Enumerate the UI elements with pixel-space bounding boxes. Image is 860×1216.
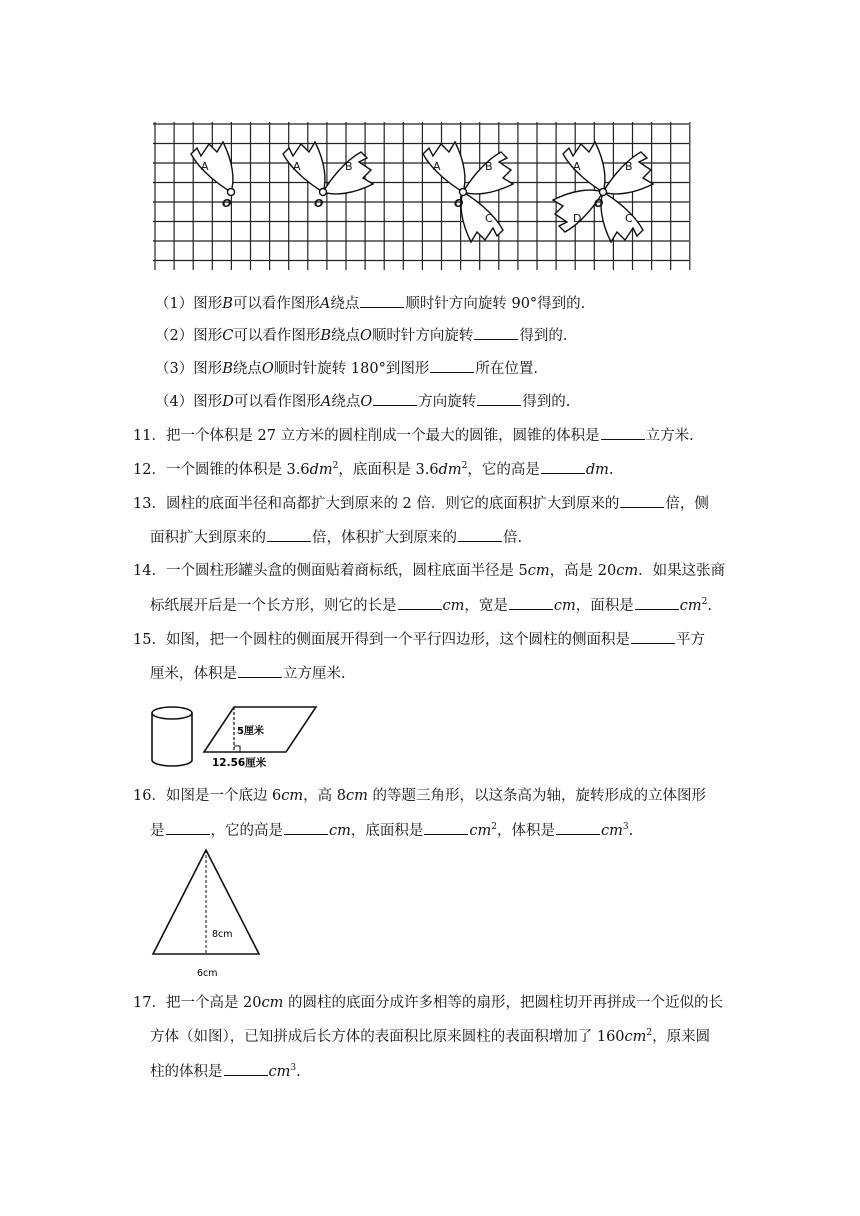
- answer-blank[interactable]: [284, 820, 328, 835]
- answer-blank[interactable]: [541, 459, 585, 474]
- triangle-base-label: 6cm: [197, 968, 218, 979]
- rotation-center-point: [460, 189, 467, 196]
- answer-blank[interactable]: [267, 527, 311, 542]
- question-17-line-1: 17．把一个高是 20cm 的圆柱的底面分成许多相等的扇形，把圆柱切开再拼成一个近似的长: [133, 995, 723, 1011]
- center-label-o: O: [222, 197, 232, 210]
- answer-blank[interactable]: [556, 820, 600, 835]
- petal-label-c: C: [625, 212, 633, 225]
- answer-blank[interactable]: [238, 663, 282, 678]
- cylinder-unrolled-figure: [148, 702, 328, 772]
- answer-blank[interactable]: [424, 820, 468, 835]
- answer-blank[interactable]: [373, 391, 417, 406]
- question-12: 12．一个圆锥的体积是 $3.6dm^2$，底面积是 $3.6dm^2$，它的高是 dm.: [133, 461, 614, 478]
- cylinder-shape: [152, 707, 192, 766]
- sub-question-4: （4）图形D可以看作图形A绕点O 方向旋转 得到的.: [155, 391, 570, 412]
- petal-label-a: A: [293, 160, 301, 173]
- petal-shape-c: [461, 192, 503, 242]
- petal-shape-a: [423, 142, 465, 192]
- question-14-line-2: 标纸展开后是一个长方形，则它的长是 cm，宽是 cm，面积是 $cm^2$.: [150, 597, 712, 614]
- petal-shape-a: [563, 142, 605, 192]
- question-16-line-2: 是 ，它的高是 cm，底面积是 $cm^2$，体积是 $cm^3$.: [150, 822, 634, 839]
- answer-blank[interactable]: [601, 425, 645, 440]
- question-17-line-2: 方体（如图），已知拼成后长方体的表面积比原来圆柱的表面积增加了 $160cm^2$，原来圆: [150, 1028, 711, 1045]
- question-11: 11．把一个体积是 27 立方米的圆柱削成一个最大的圆锥，圆锥的体积是 立方米.: [133, 425, 694, 446]
- answer-blank[interactable]: [224, 1061, 268, 1076]
- question-13-line-2: 面积扩大到原来的 倍，体积扩大到原来的 倍.: [150, 527, 522, 548]
- question-16-line-1: 16．如图是一个底边 6cm，高 8cm 的等题三角形，以这条高为轴，旋转形成的立体图形: [133, 788, 706, 804]
- question-13-line-1: 13．圆柱的底面半径和高都扩大到原来的 2 倍．则它的底面积扩大到原来的 倍，侧: [133, 493, 709, 514]
- triangle-figure: [148, 844, 278, 984]
- rotation-center-point: [320, 189, 327, 196]
- rotation-center-point: [228, 189, 235, 196]
- sub-question-1: （1）图形B可以看作图形A绕点 顺时针方向旋转 90°得到的.: [155, 293, 585, 314]
- center-label-o: O: [314, 197, 324, 210]
- petal-label-a: A: [201, 160, 209, 173]
- petal-label-a: A: [573, 160, 581, 173]
- question-15-line-2: 厘米，体积是 立方厘米.: [150, 663, 346, 684]
- answer-blank[interactable]: [631, 629, 675, 644]
- petal-label-b: B: [345, 160, 353, 173]
- sub-question-3: （3）图形B绕点O顺时针旋转 180°到图形 所在位置.: [155, 358, 538, 379]
- answer-blank[interactable]: [430, 358, 474, 373]
- answer-blank[interactable]: [620, 493, 664, 508]
- answer-blank[interactable]: [635, 595, 679, 610]
- rotation-grid-figure: [153, 122, 693, 272]
- answer-blank[interactable]: [398, 595, 442, 610]
- petal-label-c: C: [485, 212, 493, 225]
- answer-blank[interactable]: [360, 293, 404, 308]
- petal-shape-c: [601, 192, 643, 242]
- answer-blank[interactable]: [509, 595, 553, 610]
- parallelogram-height-label: 5厘米: [237, 726, 264, 737]
- answer-blank[interactable]: [474, 325, 518, 340]
- center-label-o: O: [454, 197, 464, 210]
- answer-blank[interactable]: [166, 820, 210, 835]
- triangle-height-label: 8cm: [212, 929, 233, 940]
- petal-label-b: B: [485, 160, 493, 173]
- center-label-o: O: [594, 197, 604, 210]
- rotation-center-point: [600, 189, 607, 196]
- question-15-line-1: 15．如图，把一个圆柱的侧面展开得到一个平行四边形，这个圆柱的侧面积是 平方: [133, 629, 705, 650]
- question-17-line-3: 柱的体积是 $cm^3$.: [150, 1063, 301, 1080]
- answer-blank[interactable]: [477, 391, 521, 406]
- sub-question-2: （2）图形C可以看作图形B绕点O顺时针方向旋转 得到的.: [155, 325, 568, 346]
- answer-blank[interactable]: [458, 527, 502, 542]
- question-14-line-1: 14．一个圆柱形罐头盒的侧面贴着商标纸，圆柱底面半径是 5cm，高是 20cm．如果这张商: [133, 563, 726, 579]
- petal-label-a: A: [433, 160, 441, 173]
- petal-label-d: D: [573, 212, 582, 225]
- petal-label-b: B: [625, 160, 633, 173]
- parallelogram-base-label: 12.56厘米: [212, 757, 267, 769]
